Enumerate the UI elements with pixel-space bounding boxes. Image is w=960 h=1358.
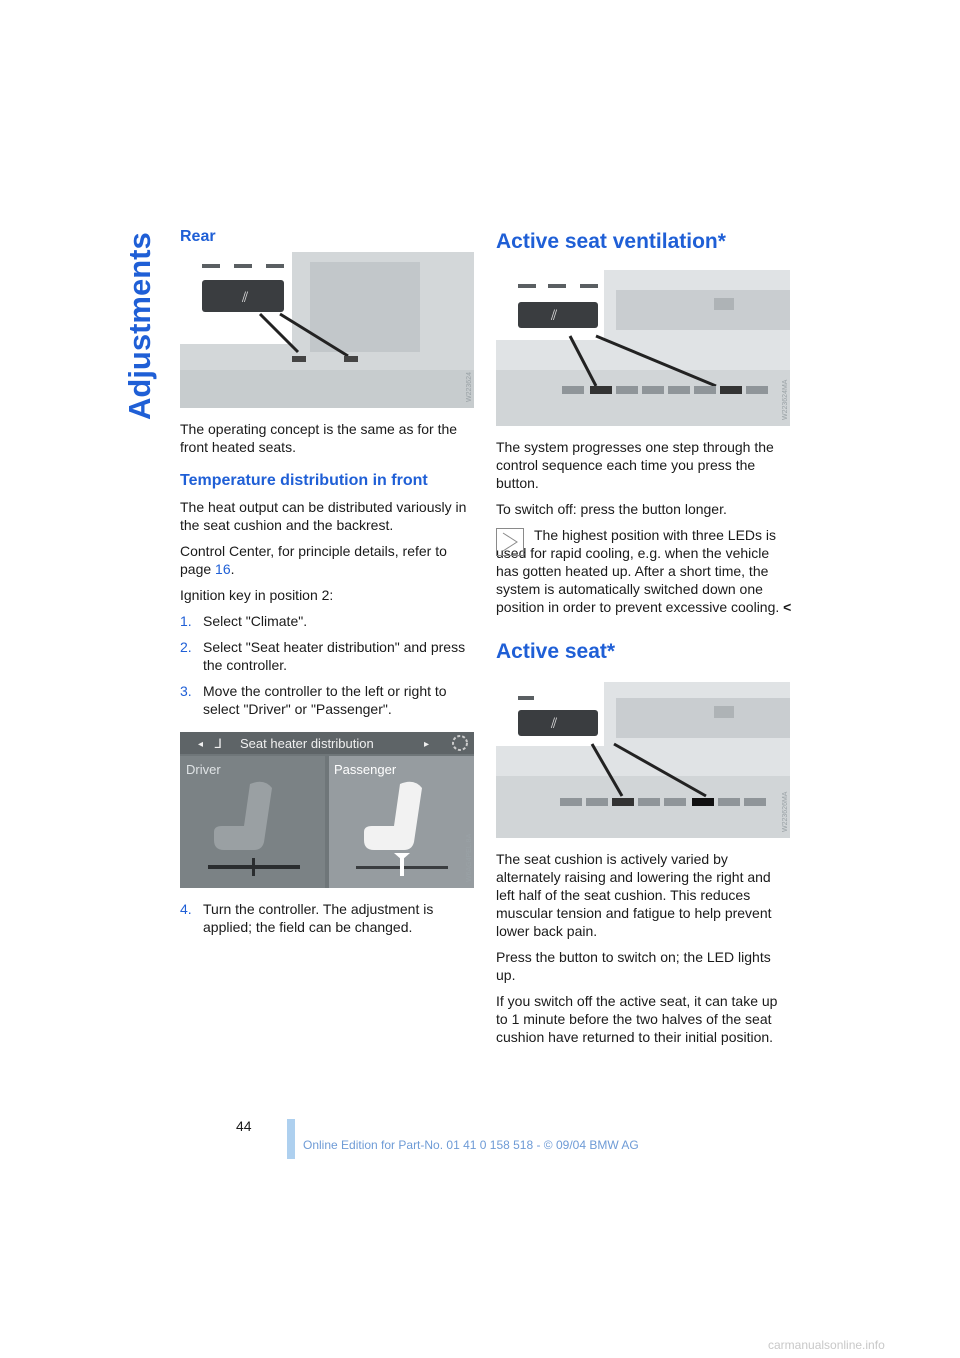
footer-text: Online Edition for Part-No. 01 41 0 158 518 - © 09/04 BMW AG [303,1138,639,1152]
svg-text:⫽: ⫽ [551,308,558,324]
steps-list [180,612,474,718]
rear-heading: Rear [180,228,216,245]
screen-driver-label: Driver [186,762,221,777]
rear-seat-figure [180,252,474,408]
ignition-text: Ignition key in position 2: [180,587,334,603]
figure-code [466,864,473,882]
vent-note-text: The highest position with three LEDs is used for rapid cooling, e.g. when the vehicle has gotten heated up. After a short time, the system is automatically switched down one position in order to prevent excessive cooling. [496,527,780,615]
active-seat-illustration [496,682,790,838]
active-heading: Active seat* [496,640,616,663]
active-text1: The seat cushion is actively varied by alternately raising and lowering the right and left half of the seat cushion. This reduces muscular tension and fatigue to help prevent lower back pain. [496,851,772,939]
vent-text2: To switch off: press the button longer. [496,501,727,517]
active-seat-figure [496,682,790,838]
svg-text:▸: ▸ [424,739,430,750]
step-item: 3. Move the controller to the left or right to select "Driver" or "Passenger". [180,683,447,717]
page-number: 44 [236,1118,252,1134]
steps-list-cont [180,900,474,936]
figure-code: W223624 [466,372,473,402]
vent-note [496,526,792,616]
temp-heading: Temperature distribution in front [180,472,428,489]
rear-seat-illustration [180,252,474,408]
screen-passenger-label: Passenger [334,762,397,777]
active-text3: If you switch off the active seat, it can take up to 1 minute before the two halves of the seat cushion have returned to their initial position. [496,993,778,1045]
temp-text1: The heat output can be distributed variously in the seat cushion and the backrest. [180,499,467,533]
vent-figure [496,270,790,426]
svg-text:⫽: ⫽ [551,716,558,732]
left-column [180,228,474,944]
section-title [118,232,158,422]
screen-title: Seat heater distribution [240,736,374,751]
svg-text:⫽: ⫽ [242,290,249,306]
right-column [496,228,792,1054]
rear-text: The operating concept is the same as for the front heated seats. [180,421,458,455]
svg-text:ᒧ: ᒧ [214,737,222,752]
temp-text2: Control Center, for principle details, refer to page 16. [180,543,447,577]
active-text2: Press the button to switch on; the LED lights up. [496,949,771,983]
vent-heading: Active seat ventilation* [496,230,726,253]
svg-text:◂: ◂ [198,739,204,750]
note-end-marker: < [783,599,792,615]
note-triangle-icon [496,528,524,556]
step-item: 4. Turn the controller. The adjustment is applied; the field can be changed. [180,901,434,935]
step-item: 2. Select "Seat heater distribution" and press the controller. [180,639,466,673]
watermark: carmanualsonline.info [768,1338,885,1352]
vent-illustration [496,270,790,426]
seat-heater-screen [180,732,474,888]
figure-code [782,814,789,832]
step-item: 1. Select "Climate". [180,613,308,629]
footer-bar [287,1119,295,1159]
vent-text1: The system progresses one step through the control sequence each time you press the button. [496,439,774,491]
section-title-text: Adjustments [122,232,157,420]
figure-code [782,402,789,420]
page-link[interactable]: 16 [215,561,231,577]
